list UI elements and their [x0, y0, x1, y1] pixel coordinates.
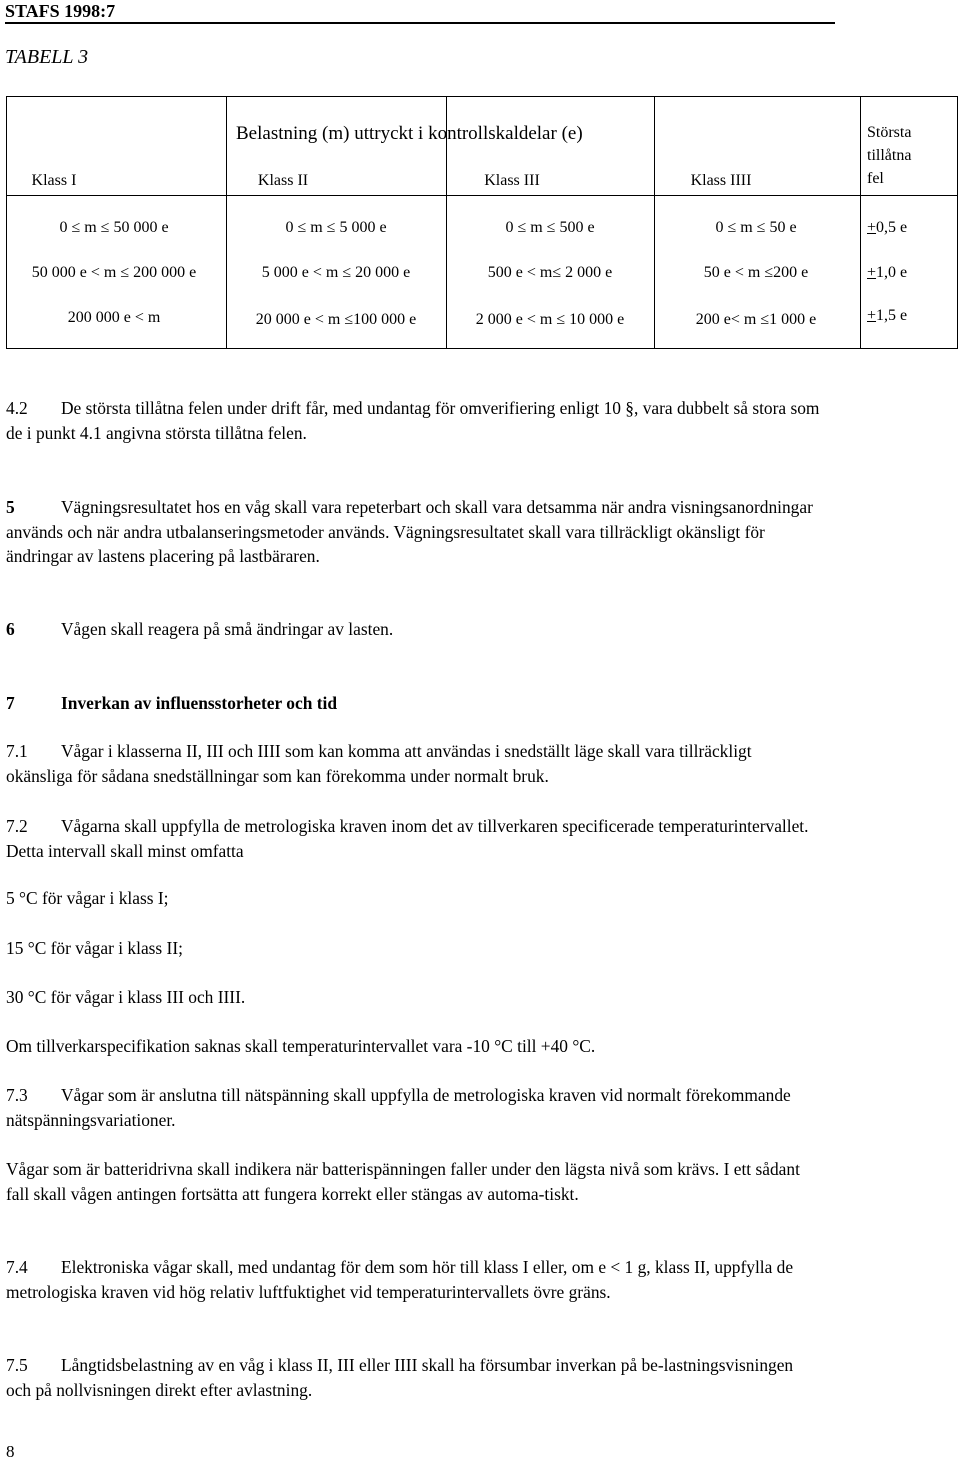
section-text: Vågen skall reagera på små ändringar av lasten.: [61, 619, 394, 639]
class2-range-cell: 5 000 e < m ≤ 20 000 e: [261, 264, 411, 281]
page-number: 8: [6, 1442, 15, 1461]
class-heading-1: Klass I: [31, 172, 77, 189]
class4-range-cell: 0 ≤ m ≤ 50 e: [715, 219, 797, 236]
class1-range-cell: 0 ≤ m ≤ 50 000 e: [59, 219, 169, 236]
section-number: 5: [6, 497, 15, 517]
section-text: Långtidsbelastning av en våg i klass II, III eller IIII skall ha försumbar inverkan på be-lastningsvisningen och på nollvisningen direkt efter avlastning.: [6, 1355, 794, 1400]
temperature-class-2: 15 °C för vågar i klass II;: [6, 938, 183, 958]
section-heading: Inverkan av influensstorheter och tid: [61, 693, 338, 713]
class4-range-cell: 50 e < m ≤200 e: [703, 264, 809, 281]
tolerance-table: [6, 96, 958, 349]
class1-range-cell: 200 000 e < m: [67, 309, 161, 326]
temperature-class-3: 30 °C för vågar i klass III och IIII.: [6, 987, 246, 1007]
load-group-heading: Belastning (m) uttryckt i kontrollskaldelar (e): [236, 123, 583, 144]
plus-minus-sign: +: [867, 264, 877, 281]
section-4-2: [6, 396, 822, 445]
section-7-1: [6, 739, 822, 788]
max-error-heading-line: tillåtna: [867, 147, 912, 164]
section-7-3: [6, 1083, 822, 1132]
section-7-2: [6, 814, 822, 863]
section-text: Vägningsresultatet hos en våg skall vara repeterbart och skall vara detsamma när andra visningsanordningar används och när andra utbalanseringsmetoder används. Vägningsresultatet skall vara tillräckligt okänsligt för ändringar av lastens placering på lastbäraren.: [6, 497, 813, 567]
max-error-value: 0,5 e: [876, 219, 908, 236]
header-divider: [7, 195, 957, 196]
max-error-heading-line: Största: [867, 124, 912, 141]
section-number: 7: [6, 693, 15, 713]
section-number: 7.2: [6, 816, 28, 836]
section-5: [6, 495, 822, 569]
temperature-default-note: Om tillverkarspecifikation saknas skall temperaturintervallet vara -10 °C till +40 °C.: [6, 1036, 596, 1056]
table-caption: TABELL 3: [5, 46, 89, 68]
max-error-cell: [867, 307, 907, 325]
class3-range-cell: 500 e < m≤ 2 000 e: [487, 264, 613, 281]
section-number: 4.2: [6, 398, 28, 418]
class2-range-cell: 0 ≤ m ≤ 5 000 e: [285, 219, 387, 236]
section-number: 7.3: [6, 1085, 28, 1105]
column-divider: [226, 97, 227, 348]
document-header: [5, 0, 835, 24]
max-error-value: 1,0 e: [876, 264, 908, 281]
section-7-heading: [6, 691, 822, 716]
max-error-cell: [867, 264, 907, 282]
max-error-value: 1,5 e: [876, 307, 908, 324]
section-6: [6, 617, 822, 642]
section-number: 7.5: [6, 1355, 28, 1375]
section-text: Vågarna skall uppfylla de metrologiska kraven inom det av tillverkaren specificerade temperaturintervallet. Detta intervall skall minst omfatta: [6, 816, 809, 861]
section-text: Elektroniska vågar skall, med undantag för dem som hör till klass I eller, om e < 1 g, klass II, uppfylla de metrologiska kraven vid hög relativ luftfuktighet vid temperaturintervallets övre gräns.: [6, 1257, 794, 1302]
temperature-class-1: 5 °C för vågar i klass I;: [6, 888, 169, 908]
section-7-5: [6, 1353, 822, 1402]
section-number: 7.4: [6, 1257, 28, 1277]
column-divider: [860, 97, 861, 348]
section-number: 7.1: [6, 741, 28, 761]
class3-range-cell: 0 ≤ m ≤ 500 e: [505, 219, 595, 236]
max-error-heading-line: fel: [867, 170, 884, 187]
document-code: STAFS 1998:7: [5, 1, 116, 21]
plus-minus-sign: +: [867, 307, 877, 324]
section-number: 6: [6, 619, 15, 639]
section-text: Vågar som är anslutna till nätspänning skall uppfylla de metrologiska kraven vid normalt förekommande nätspänningsvariationer.: [6, 1085, 791, 1130]
section-text: De största tillåtna felen under drift får, med undantag för omverifiering enligt 10 §, vara dubbelt så stora som de i punkt 4.1 angivna största tillåtna felen.: [6, 398, 820, 443]
max-error-heading: [867, 121, 911, 190]
class-heading-4: Klass IIII: [690, 172, 752, 189]
class1-range-cell: 50 000 e < m ≤ 200 000 e: [31, 264, 197, 281]
plus-minus-sign: +: [867, 219, 877, 236]
max-error-cell: [867, 219, 907, 237]
class-heading-3: Klass III: [484, 172, 540, 189]
battery-paragraph: Vågar som är batteridrivna skall indikera när batterispänningen faller under den lägsta nivå som krävs. I ett sådant fall skall vågen antingen fortsätta att fungera korrekt eller stängas av automa-tiskt.: [6, 1159, 800, 1204]
section-text: Vågar i klasserna II, III och IIII som kan komma att användas i snedställt läge skall vara tillräckligt okänsliga för sådana snedställningar som kan förekomma under normalt bruk.: [6, 741, 752, 786]
class4-range-cell: 200 e< m ≤1 000 e: [695, 311, 817, 328]
column-divider: [654, 97, 655, 348]
class-heading-2: Klass II: [257, 172, 309, 189]
section-7-4: [6, 1255, 822, 1304]
class2-range-cell: 20 000 e < m ≤100 000 e: [255, 311, 417, 328]
class3-range-cell: 2 000 e < m ≤ 10 000 e: [475, 311, 625, 328]
